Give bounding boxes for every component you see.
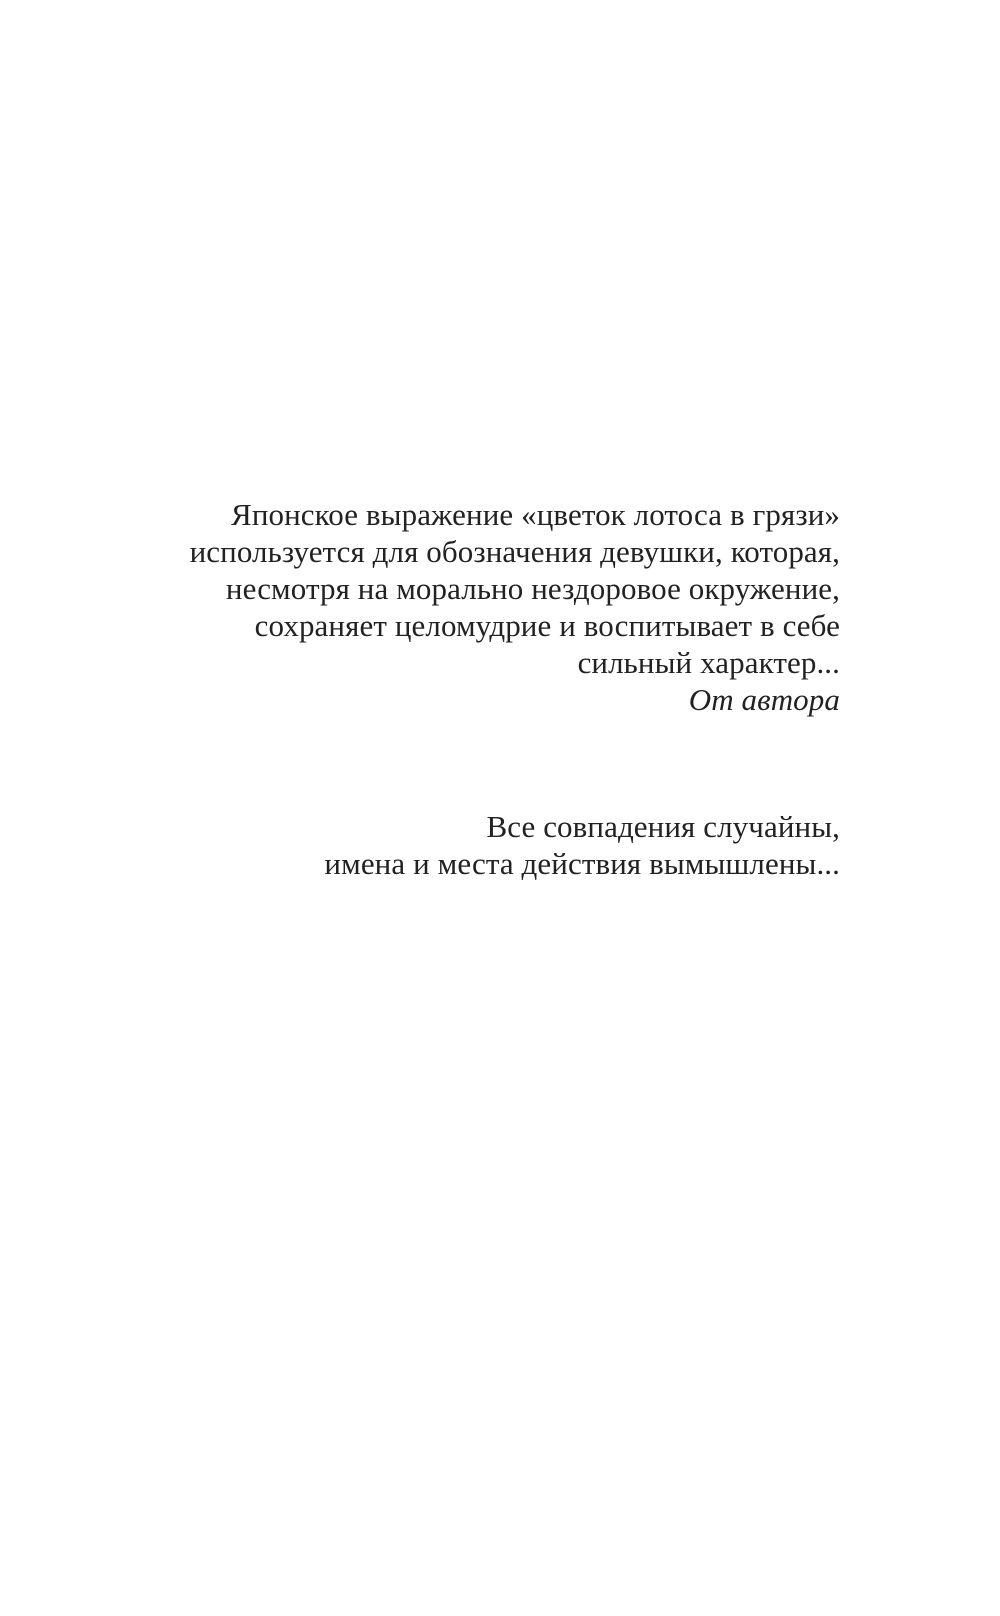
epigraph-attribution: От автора: [688, 682, 840, 717]
epigraph-line: сильный характер...: [577, 645, 840, 680]
epigraph-line: несмотря на морально нездоровое окружение,: [225, 571, 840, 606]
disclaimer-line: Все совпадения случайны,: [486, 809, 840, 844]
disclaimer: [120, 808, 840, 882]
epigraph-line: Японское выражение «цветок лотоса в грязи»: [231, 497, 840, 532]
epigraph-line: используется для обозначения девушки, которая,: [189, 534, 840, 569]
disclaimer-line: имена и места действия вымышлены...: [324, 846, 840, 881]
epigraph-line: сохраняет целомудрие и воспитывает в себе: [254, 608, 840, 643]
epigraph: [120, 496, 840, 718]
